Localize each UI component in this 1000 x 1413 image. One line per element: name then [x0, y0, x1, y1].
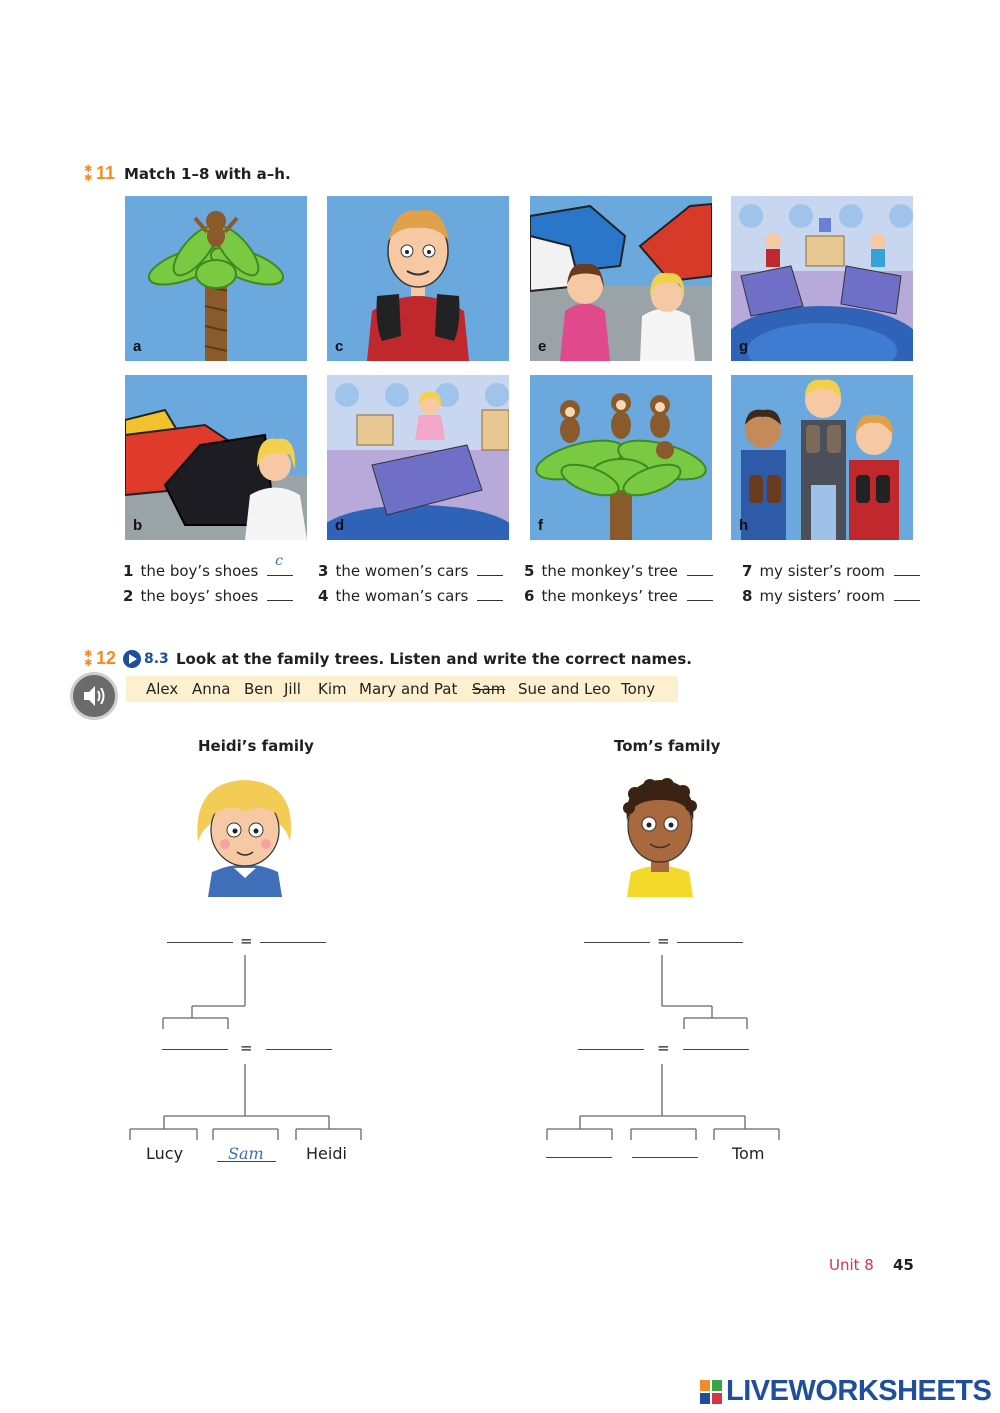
picture-panel-g: [731, 196, 913, 361]
tom-child-2-input[interactable]: [632, 1157, 698, 1158]
page-number: 45: [893, 1256, 914, 1274]
panel-label: a: [133, 338, 142, 355]
tom-grandparent-2-input[interactable]: [677, 942, 743, 943]
panel-label: f: [538, 517, 543, 534]
answer-blank[interactable]: [477, 561, 503, 576]
panel-label: e: [538, 338, 547, 355]
heidi-portrait: [190, 772, 300, 897]
match-item-3: [318, 561, 503, 580]
picture-panel-c: [327, 196, 509, 361]
answer-blank[interactable]: [894, 561, 920, 576]
match-item-1: [123, 553, 293, 580]
answer-blank[interactable]: [477, 586, 503, 601]
answer-blank[interactable]: [267, 586, 293, 601]
exercise-12-title: Look at the family trees. Listen and write the correct names.: [176, 650, 692, 668]
child-name-sam: Sam: [228, 1144, 264, 1163]
liveworksheets-text: LIVEWORKSHEETS: [726, 1375, 992, 1407]
item-text: my sisters’ room: [759, 587, 885, 605]
sisters-room-illustration: [731, 196, 913, 361]
item-text: the monkey’s tree: [541, 562, 678, 580]
heidi-parent-1-input[interactable]: [162, 1049, 228, 1050]
heidi-parent-2-input[interactable]: [266, 1049, 332, 1050]
tom-parent-2-input[interactable]: [683, 1049, 749, 1050]
match-item-4: [318, 586, 503, 605]
panel-label: d: [335, 517, 345, 534]
answer-blank[interactable]: [894, 586, 920, 601]
unit-label: Unit 8: [829, 1256, 874, 1274]
picture-panel-d: [327, 375, 509, 540]
item-text: the women’s cars: [335, 562, 469, 580]
panel-label: h: [739, 517, 749, 534]
item-text: the monkeys’ tree: [541, 587, 678, 605]
equals-sign: =: [657, 1039, 670, 1057]
word-bank-item: Ben: [244, 680, 274, 698]
item-number: 1: [123, 562, 134, 580]
star-icon: ✱ ✱: [84, 164, 93, 184]
boys-shoes-illustration: [731, 375, 913, 540]
picture-panel-a: [125, 196, 307, 361]
child-name-lucy: Lucy: [146, 1144, 184, 1163]
answer-text: c: [275, 553, 283, 569]
tom-family-title: Tom’s family: [614, 737, 721, 755]
child-name-tom: Tom: [732, 1144, 765, 1163]
panel-label: c: [335, 338, 344, 355]
answer-blank[interactable]: [267, 553, 293, 576]
item-number: 7: [742, 562, 753, 580]
word-bank-item: Jill: [284, 680, 301, 698]
item-number: 8: [742, 587, 753, 605]
word-bank-item: Mary and Pat: [359, 680, 458, 698]
word-bank-item: Kim: [318, 680, 347, 698]
answer-blank[interactable]: [687, 561, 713, 576]
monkeys-tree-illustration: [530, 375, 712, 540]
match-item-2: [123, 586, 293, 605]
women-cars-illustration: [530, 196, 712, 361]
word-bank: [126, 676, 678, 702]
heidi-grandparent-1-input[interactable]: [167, 942, 233, 943]
item-number: 4: [318, 587, 329, 605]
item-text: my sister’s room: [759, 562, 885, 580]
picture-panel-h: [731, 375, 913, 540]
equals-sign: =: [240, 932, 253, 950]
heidi-family-title: Heidi’s family: [198, 737, 314, 755]
tom-grandparent-1-input[interactable]: [584, 942, 650, 943]
word-bank-item: Sue and Leo: [518, 680, 611, 698]
panel-label: g: [739, 338, 749, 355]
word-bank-item: Tony: [621, 680, 656, 698]
tom-parent-1-input[interactable]: [578, 1049, 644, 1050]
tom-child-1-input[interactable]: [546, 1157, 612, 1158]
audio-track-icon: [123, 650, 141, 668]
child-name-heidi: Heidi: [306, 1144, 347, 1163]
item-text: the boys’ shoes: [140, 587, 259, 605]
answer-blank[interactable]: [687, 586, 713, 601]
monkey-tree-illustration: [125, 196, 307, 361]
item-number: 2: [123, 587, 134, 605]
word-bank-item: Alex: [146, 680, 179, 698]
item-text: the boy’s shoes: [140, 562, 259, 580]
equals-sign: =: [657, 932, 670, 950]
picture-panel-b: [125, 375, 307, 540]
exercise-12-number: 12: [96, 648, 117, 668]
liveworksheets-logo-icon: [700, 1380, 722, 1404]
woman-cars-illustration: [125, 375, 307, 540]
heidi-grandparent-2-input[interactable]: [260, 942, 326, 943]
item-number: 5: [524, 562, 535, 580]
match-item-8: [742, 586, 920, 605]
exercise-11-number: 11: [96, 163, 116, 183]
item-number: 3: [318, 562, 329, 580]
audio-play-button[interactable]: [70, 672, 118, 720]
sister-room-illustration: [327, 375, 509, 540]
tom-portrait: [605, 772, 715, 897]
picture-panel-f: [530, 375, 712, 540]
item-text: the woman’s cars: [335, 587, 469, 605]
match-item-7: [742, 561, 920, 580]
track-number: 8.3: [144, 651, 169, 667]
item-number: 6: [524, 587, 535, 605]
equals-sign: =: [240, 1039, 253, 1057]
match-item-6: [524, 586, 713, 605]
picture-panel-e: [530, 196, 712, 361]
match-item-5: [524, 561, 713, 580]
panel-label: b: [133, 517, 143, 534]
star-icon: ✱ ✱: [84, 649, 93, 669]
word-bank-item: Anna: [192, 680, 231, 698]
exercise-11-title: Match 1–8 with a–h.: [124, 165, 291, 183]
speaker-icon: [73, 675, 115, 717]
word-bank-item-crossed: Sam: [472, 680, 506, 698]
boy-shoes-illustration: [327, 196, 509, 361]
heidi-child-2-input[interactable]: [217, 1161, 276, 1162]
